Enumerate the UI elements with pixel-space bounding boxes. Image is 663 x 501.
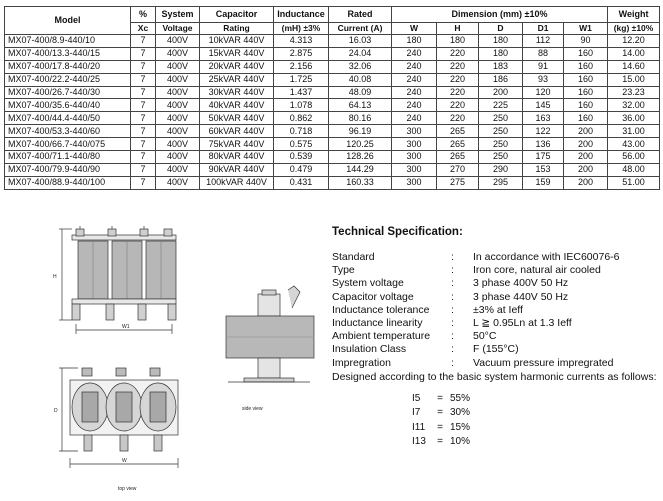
table-cell: 160.33 (329, 176, 392, 189)
table-cell: 80.16 (329, 112, 392, 125)
table-row (5, 163, 660, 176)
spec-value: L ≧ 0.95Ln at 1.3 Ieff (473, 316, 572, 329)
table-cell: 220 (437, 47, 479, 60)
table-cell: 265 (437, 151, 479, 164)
spec-colon: : (451, 290, 454, 303)
spec-row (332, 277, 660, 290)
harmonic-equals: = (437, 421, 443, 433)
table-cell: 24.04 (329, 47, 392, 60)
table-cell: 160 (564, 60, 608, 73)
table-cell: 300 (392, 138, 437, 151)
table-cell: 220 (437, 99, 479, 112)
table-cell: 400V (156, 151, 200, 164)
table-cell: 48.00 (608, 163, 660, 176)
table-row (5, 176, 660, 189)
spec-value: 3 phase 400V 50 Hz (473, 277, 569, 290)
table-cell: 50kVAR 440V (200, 112, 274, 125)
table-cell: 300 (392, 125, 437, 138)
table-cell: 250 (479, 112, 523, 125)
table-cell: 56.00 (608, 151, 660, 164)
header-dim-d: D (479, 23, 523, 35)
table-cell: 159 (523, 176, 564, 189)
table-cell: 23.23 (608, 86, 660, 99)
table-row (5, 138, 660, 151)
harmonic-value: 55% (450, 393, 471, 405)
table-cell: 300 (392, 176, 437, 189)
side-view-caption: side view (242, 406, 263, 412)
table-cell: 7 (131, 86, 156, 99)
table-cell: 93 (523, 73, 564, 86)
header-dimension: Dimension (mm) ±10% (392, 7, 608, 23)
table-cell: 120.25 (329, 138, 392, 151)
model-cell: MX07-400/71.1-440/80 (5, 151, 131, 164)
table-cell: 175 (523, 151, 564, 164)
table-cell: 112 (523, 35, 564, 48)
table-row (5, 73, 660, 86)
table-cell: 400V (156, 125, 200, 138)
spec-table (4, 6, 660, 190)
spec-key: Type (332, 264, 355, 277)
model-cell: MX07-400/8.9-440/10 (5, 35, 131, 48)
spec-value: ±3% at Ieff (473, 303, 523, 316)
table-cell: 7 (131, 125, 156, 138)
table-cell: 240 (392, 60, 437, 73)
spec-key: Capacitor voltage (332, 290, 414, 303)
header-dim-w: W (392, 23, 437, 35)
table-row (5, 112, 660, 125)
spec-value: Vacuum pressure impregrated (473, 356, 614, 369)
table-cell: 43.00 (608, 138, 660, 151)
table-cell: 120 (523, 86, 564, 99)
harmonic-value: 10% (450, 435, 471, 447)
top-view-drawing (48, 362, 188, 494)
table-cell: 270 (437, 163, 479, 176)
table-cell: 0.862 (274, 112, 329, 125)
table-cell: 14.00 (608, 47, 660, 60)
spec-value: Iron core, natural air cooled (473, 264, 601, 277)
harmonic-equals: = (437, 393, 443, 405)
table-cell: 200 (564, 138, 608, 151)
spec-key: Inductance linearity (332, 316, 423, 329)
table-cell: 1.078 (274, 99, 329, 112)
top-view-caption: top view (118, 486, 137, 492)
table-cell: 88 (523, 47, 564, 60)
spec-colon: : (451, 264, 454, 277)
header-model: Model (5, 7, 131, 35)
spec-colon: : (451, 343, 454, 356)
table-cell: 32.06 (329, 60, 392, 73)
table-cell: 240 (392, 99, 437, 112)
table-cell: 180 (392, 35, 437, 48)
harmonics-list (412, 392, 660, 449)
table-row (5, 125, 660, 138)
table-cell: 225 (479, 99, 523, 112)
table-cell: 48.09 (329, 86, 392, 99)
table-cell: 12.20 (608, 35, 660, 48)
table-cell: 7 (131, 176, 156, 189)
table-cell: 400V (156, 138, 200, 151)
spec-row (332, 343, 660, 356)
spec-colon: : (451, 277, 454, 290)
table-row (5, 86, 660, 99)
table-cell: 0.479 (274, 163, 329, 176)
table-cell: 2.875 (274, 47, 329, 60)
table-row (5, 47, 660, 60)
harmonic-order: I13 (412, 435, 426, 447)
spec-value: 3 phase 440V 50 Hz (473, 290, 569, 303)
table-cell: 183 (479, 60, 523, 73)
header-weight: Weight (608, 7, 660, 23)
table-cell: 163 (523, 112, 564, 125)
table-cell: 2.156 (274, 60, 329, 73)
table-cell: 91 (523, 60, 564, 73)
table-cell: 7 (131, 138, 156, 151)
table-cell: 250 (479, 125, 523, 138)
spec-row (332, 317, 660, 330)
table-cell: 75kVAR 440V (200, 138, 274, 151)
table-cell: 40kVAR 440V (200, 99, 274, 112)
harmonic-row (412, 435, 660, 449)
table-cell: 0.431 (274, 176, 329, 189)
header-capacitor-unit: Rating (200, 23, 274, 35)
spec-list (332, 251, 660, 370)
table-cell: 160 (564, 73, 608, 86)
model-cell: MX07-400/13.3-440/15 (5, 47, 131, 60)
front-view-drawing (48, 226, 188, 341)
table-cell: 90 (564, 35, 608, 48)
table-cell: 64.13 (329, 99, 392, 112)
spec-key: Impregration (332, 356, 391, 369)
table-cell: 300 (392, 151, 437, 164)
harmonic-row (412, 421, 660, 435)
table-cell: 250 (479, 138, 523, 151)
header-dim-h: H (437, 23, 479, 35)
table-cell: 144.29 (329, 163, 392, 176)
spec-row (332, 330, 660, 343)
table-cell: 240 (392, 47, 437, 60)
table-cell: 122 (523, 125, 564, 138)
table-cell: 7 (131, 60, 156, 73)
top-w-label: W (122, 458, 127, 464)
table-cell: 200 (564, 125, 608, 138)
model-cell: MX07-400/22.2-440/25 (5, 73, 131, 86)
table-cell: 250 (479, 151, 523, 164)
model-cell: MX07-400/66.7-440/075 (5, 138, 131, 151)
harmonic-order: I5 (412, 393, 421, 405)
table-cell: 7 (131, 73, 156, 86)
table-cell: 220 (437, 112, 479, 125)
table-cell: 220 (437, 60, 479, 73)
spec-row (332, 304, 660, 317)
technical-specification (332, 226, 660, 449)
table-cell: 200 (564, 151, 608, 164)
table-cell: 220 (437, 73, 479, 86)
table-row (5, 151, 660, 164)
table-cell: 180 (437, 35, 479, 48)
spec-key: System voltage (332, 277, 404, 290)
table-cell: 240 (392, 86, 437, 99)
front-w1-label: W1 (122, 324, 130, 330)
table-cell: 1.725 (274, 73, 329, 86)
spec-row (332, 291, 660, 304)
spec-colon: : (451, 316, 454, 329)
table-cell: 15kVAR 440V (200, 47, 274, 60)
model-cell: MX07-400/88.9-440/100 (5, 176, 131, 189)
table-cell: 160 (564, 47, 608, 60)
table-row (5, 99, 660, 112)
table-cell: 265 (437, 125, 479, 138)
header-current-unit: Current (A) (329, 23, 392, 35)
table-cell: 200 (564, 176, 608, 189)
harmonic-order: I7 (412, 407, 421, 419)
harmonic-order: I11 (412, 421, 426, 433)
spec-colon: : (451, 251, 454, 263)
table-cell: 10kVAR 440V (200, 35, 274, 48)
header-capacitor: Capacitor (200, 7, 274, 23)
table-cell: 128.26 (329, 151, 392, 164)
table-cell: 400V (156, 86, 200, 99)
table-cell: 7 (131, 35, 156, 48)
table-cell: 14.60 (608, 60, 660, 73)
table-cell: 32.00 (608, 99, 660, 112)
table-cell: 295 (479, 176, 523, 189)
spec-key: Inductance tolerance (332, 303, 430, 316)
table-cell: 60kVAR 440V (200, 125, 274, 138)
table-cell: 400V (156, 60, 200, 73)
harmonic-row (412, 406, 660, 420)
header-dim-d1: D1 (523, 23, 564, 35)
spec-row (332, 357, 660, 370)
table-cell: 25kVAR 440V (200, 73, 274, 86)
table-cell: 400V (156, 99, 200, 112)
table-cell: 0.575 (274, 138, 329, 151)
header-xc-unit: Xc (131, 23, 156, 35)
table-cell: 160 (564, 112, 608, 125)
tech-spec-title: Technical Specification: (332, 226, 463, 238)
spec-value: In accordance with IEC60076-6 (473, 251, 620, 263)
spec-colon: : (451, 330, 454, 343)
table-cell: 400V (156, 163, 200, 176)
designed-note: Designed according to the basic system harmonic currents as follows: (332, 370, 657, 383)
top-d-label: D (54, 408, 58, 414)
table-cell: 145 (523, 99, 564, 112)
spec-row (332, 264, 660, 277)
spec-value: 50°C (473, 330, 497, 343)
table-cell: 16.03 (329, 35, 392, 48)
spec-key: Ambient temperature (332, 330, 431, 343)
spec-colon: : (451, 303, 454, 316)
table-cell: 240 (392, 73, 437, 86)
spec-key: Insulation Class (332, 343, 407, 356)
table-cell: 4.313 (274, 35, 329, 48)
table-cell: 0.718 (274, 125, 329, 138)
table-cell: 90kVAR 440V (200, 163, 274, 176)
harmonic-value: 30% (450, 407, 471, 419)
header-xc: % (131, 7, 156, 23)
model-cell: MX07-400/26.7-440/30 (5, 86, 131, 99)
model-cell: MX07-400/44.4-440/50 (5, 112, 131, 125)
table-cell: 240 (392, 112, 437, 125)
spec-key: Standard (332, 251, 375, 263)
table-cell: 31.00 (608, 125, 660, 138)
header-voltage: System (156, 7, 200, 23)
spec-row (332, 251, 660, 264)
table-cell: 136 (523, 138, 564, 151)
table-cell: 7 (131, 99, 156, 112)
harmonic-value: 15% (450, 421, 471, 433)
header-voltage-unit: Voltage (156, 23, 200, 35)
harmonic-equals: = (437, 435, 443, 447)
table-cell: 153 (523, 163, 564, 176)
harmonic-row (412, 392, 660, 406)
table-cell: 7 (131, 151, 156, 164)
side-view-drawing (218, 284, 318, 414)
header-dim-w1: W1 (564, 23, 608, 35)
model-cell: MX07-400/35.6-440/40 (5, 99, 131, 112)
table-cell: 400V (156, 35, 200, 48)
table-cell: 36.00 (608, 112, 660, 125)
table-cell: 180 (479, 35, 523, 48)
table-cell: 400V (156, 112, 200, 125)
front-h-label: H (53, 274, 57, 280)
table-cell: 96.19 (329, 125, 392, 138)
table-cell: 51.00 (608, 176, 660, 189)
table-row (5, 60, 660, 73)
model-cell: MX07-400/17.8-440/20 (5, 60, 131, 73)
header-inductance: Inductance (274, 7, 329, 23)
table-cell: 186 (479, 73, 523, 86)
table-cell: 400V (156, 47, 200, 60)
table-cell: 20kVAR 440V (200, 60, 274, 73)
table-cell: 7 (131, 163, 156, 176)
table-cell: 7 (131, 47, 156, 60)
header-current: Rated (329, 7, 392, 23)
header-inductance-unit: (mH) ±3% (274, 23, 329, 35)
table-cell: 80kVAR 440V (200, 151, 274, 164)
spec-table-body (5, 35, 660, 190)
model-cell: MX07-400/79.9-440/90 (5, 163, 131, 176)
table-cell: 40.08 (329, 73, 392, 86)
table-cell: 200 (564, 163, 608, 176)
spec-value: F (155°C) (473, 343, 519, 356)
harmonic-equals: = (437, 407, 443, 419)
table-cell: 400V (156, 73, 200, 86)
table-cell: 7 (131, 112, 156, 125)
table-cell: 30kVAR 440V (200, 86, 274, 99)
table-cell: 220 (437, 86, 479, 99)
table-cell: 160 (564, 86, 608, 99)
table-cell: 100kVAR 440V (200, 176, 274, 189)
table-cell: 275 (437, 176, 479, 189)
table-cell: 300 (392, 163, 437, 176)
table-cell: 15.00 (608, 73, 660, 86)
spec-colon: : (451, 356, 454, 369)
table-cell: 265 (437, 138, 479, 151)
table-cell: 290 (479, 163, 523, 176)
table-cell: 200 (479, 86, 523, 99)
model-cell: MX07-400/53.3-440/60 (5, 125, 131, 138)
table-row (5, 35, 660, 48)
header-weight-unit: (kg) ±10% (608, 23, 660, 35)
table-cell: 180 (479, 47, 523, 60)
table-cell: 0.539 (274, 151, 329, 164)
table-cell: 160 (564, 99, 608, 112)
table-cell: 400V (156, 176, 200, 189)
table-cell: 1.437 (274, 86, 329, 99)
